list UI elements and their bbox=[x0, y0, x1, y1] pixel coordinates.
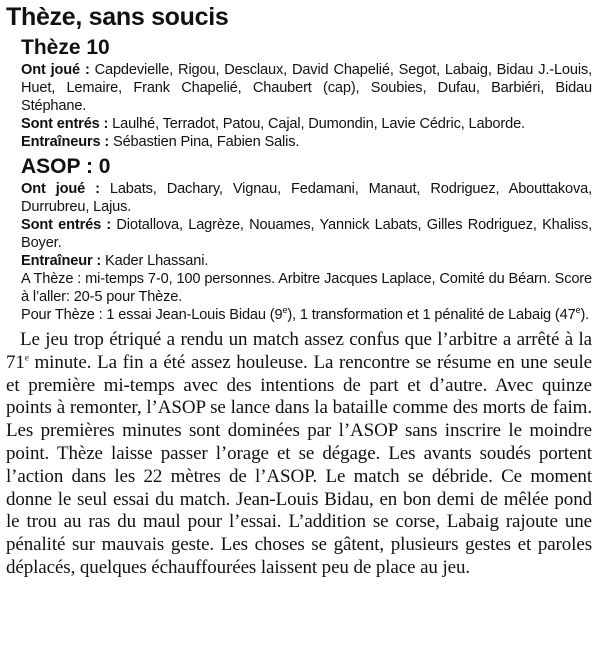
asop-subs-list: Diotallova, Lagrèze, Nouames, Yannick Labats, Gilles Rodriguez, Khaliss, Boyer. bbox=[21, 217, 592, 251]
subs-label: Sont entrés : bbox=[21, 217, 112, 233]
coach-label: Entraîneurs : bbox=[21, 134, 110, 150]
theze-players: Capdevielle, Rigou, Desclaux, David Chapelié, Segot, Labaig, Bidau J.-Louis, Huet, Lemaire, Frank Chapelié, Chaubert (cap), Soubies, Dufau, Barbiéri, Bidau Stéphane. bbox=[21, 62, 592, 114]
theze-subs-list: Laulhé, Terradot, Patou, Cajal, Dumondin, Lavie Cédric, Laborde. bbox=[112, 116, 525, 132]
article-body bbox=[6, 329, 592, 580]
article-text: minute. La fin a été assez houleuse. La rencontre se résume en une seule et première mi-temps avec des intentions de part et d’autre. Avec quinze points à remonter, l’ASOP se lance dans la bataille comme des morts de faim. Les premières minutes sont dominées par l’ASOP sans inscrire le moindre point. Thèze laisse passer l’orage et se dégage. Les avants soudés portent l’action dans les 22 mètres de l’ASOP. Le match se débride. Ce moment donne le seul essai du match. Jean-Louis Bidau, en bon demi de mêlée pond le trou au ras du maul pour l’essai. L’addition se corse, Labaig rajoute une pénalité sur mauvais geste. Les choses se gâtent, plusieurs gestes et paroles déplacés, quelques échauffourées laissent peu de place au jeu. bbox=[6, 351, 592, 578]
played-label: Ont joué : bbox=[21, 62, 90, 78]
theze-coaches bbox=[21, 133, 592, 151]
theze-substitutes bbox=[21, 115, 592, 133]
asop-lineup bbox=[21, 180, 592, 216]
theze-score-title: Thèze 10 bbox=[21, 36, 110, 59]
article-page bbox=[0, 2, 602, 656]
scoring-text: ). bbox=[580, 307, 590, 323]
scoring-summary bbox=[21, 306, 592, 324]
asop-players: Labats, Dachary, Vignau, Fedamani, Manaut, Rodriguez, Abouttakova, Durrubreu, Lajus. bbox=[21, 181, 593, 215]
asop-coach-name: Kader Lhassani. bbox=[105, 253, 209, 269]
headline: Thèze, sans soucis bbox=[6, 3, 229, 31]
ordinal-superscript: e bbox=[282, 305, 288, 316]
asop-coach bbox=[21, 252, 592, 270]
match-info: A Thèze : mi-temps 7-0, 100 personnes. Arbitre Jacques Laplace, Comité du Béarn. Score à l’aller: 20-5 pour Thèze. bbox=[21, 271, 592, 305]
coach-label: Entraîneur : bbox=[21, 253, 102, 269]
played-label: Ont joué : bbox=[21, 181, 100, 197]
article-text: Le jeu trop étriqué a rendu un match assez confus que l’arbitre a arrêté à la 71 bbox=[6, 329, 592, 373]
ordinal-superscript: e bbox=[24, 352, 29, 363]
asop-substitutes bbox=[21, 216, 592, 252]
scoring-text: ), 1 transformation et 1 pénalité de Labaig (47 bbox=[287, 307, 576, 323]
theze-lineup bbox=[21, 61, 592, 115]
subs-label: Sont entrés : bbox=[21, 116, 109, 132]
asop-score-title: ASOP : 0 bbox=[21, 155, 111, 178]
ordinal-superscript: e bbox=[575, 305, 581, 316]
theze-coach-list: Sébastien Pina, Fabien Salis. bbox=[112, 134, 300, 150]
scoring-text: Pour Thèze : 1 essai Jean-Louis Bidau (9 bbox=[21, 307, 283, 323]
